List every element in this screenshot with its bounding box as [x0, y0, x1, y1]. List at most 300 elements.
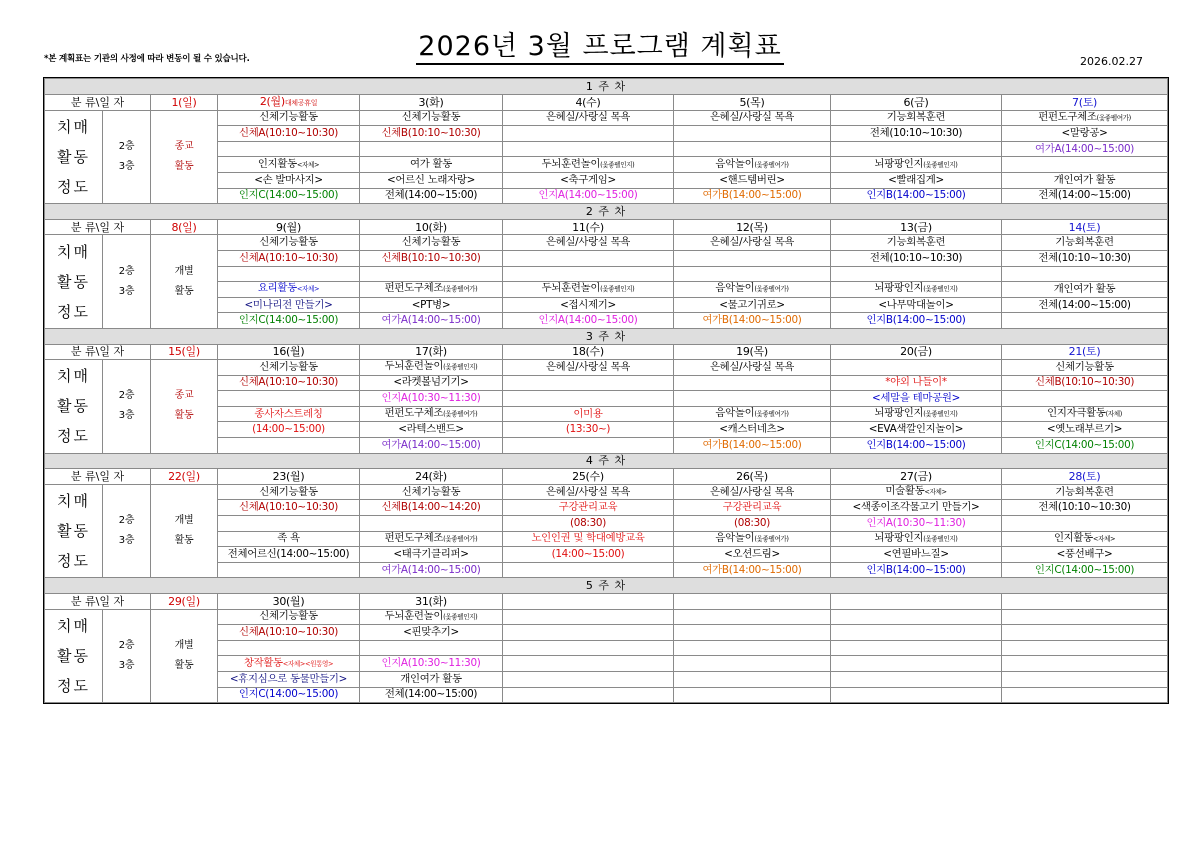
activity-row — [45, 609, 1168, 625]
schedule-cell — [218, 375, 360, 391]
schedule-cell — [674, 110, 831, 126]
schedule-cell — [503, 687, 674, 703]
floor-label: 2층 3층 — [103, 360, 151, 454]
schedule-cell — [218, 609, 360, 625]
schedule-cell — [503, 250, 674, 266]
day-header — [360, 219, 503, 235]
category-date-label: 분 류\일 자 — [45, 469, 151, 485]
day-header — [218, 594, 360, 610]
day-header — [360, 94, 503, 110]
schedule-cell — [674, 484, 831, 500]
schedule-cell — [218, 110, 360, 126]
activity-row — [45, 360, 1168, 376]
schedule-cell — [1002, 188, 1168, 204]
activity-text: 인지B(14:00~15:00) — [866, 189, 966, 202]
schedule-cell — [360, 687, 503, 703]
schedule-cell — [360, 625, 503, 641]
activity-text: 신체A(10:10~10:30) — [238, 126, 339, 139]
schedule-cell — [360, 172, 503, 188]
schedule-cell — [674, 516, 831, 532]
activity-text: <물고기귀로> — [719, 298, 785, 311]
day-header — [674, 594, 831, 610]
day-label: 22(일) — [168, 470, 200, 484]
day-label: 19(목) — [736, 345, 768, 359]
schedule-cell — [218, 531, 360, 547]
schedule-cell — [831, 250, 1002, 266]
schedule-cell — [831, 640, 1002, 656]
schedule-cell — [1002, 250, 1168, 266]
activity-text: 은혜실/사랑실 목욕 — [545, 111, 631, 124]
activity-text: 음악놀이 — [715, 157, 755, 170]
activity-text: <미나리전 만들기> — [244, 298, 333, 311]
activity-provider: <자체> — [296, 160, 320, 169]
activity-text: 신체A(10:10~10:30) — [238, 625, 339, 638]
schedule-cell — [360, 282, 503, 298]
day-label: 27(금) — [900, 470, 932, 484]
activity-text: 두뇌훈련놀이 — [541, 282, 601, 295]
schedule-cell — [674, 266, 831, 282]
activity-text: 신체A(10:10~10:30) — [238, 501, 339, 514]
day-header — [360, 469, 503, 485]
activity-text: 음악놀이 — [715, 531, 755, 544]
day-header — [1002, 219, 1168, 235]
activity-text: (13:30~) — [565, 423, 611, 436]
activity-text: 창작활동 — [243, 656, 283, 669]
activity-text: <연필바느질> — [883, 548, 949, 561]
day-header — [674, 219, 831, 235]
activity-text: <색종이조각물고기 만들기> — [852, 501, 980, 514]
day-header — [1002, 344, 1168, 360]
schedule-cell — [218, 406, 360, 422]
schedule-cell — [360, 297, 503, 313]
day-header — [831, 469, 1002, 485]
schedule-cell — [1002, 562, 1168, 578]
schedule-cell — [674, 562, 831, 578]
schedule-cell — [360, 484, 503, 500]
activity-text: <오션드림> — [724, 548, 780, 561]
day-header — [674, 94, 831, 110]
schedule-cell — [503, 406, 674, 422]
schedule-cell — [360, 422, 503, 438]
activity-provider: (옻좋펠여가) — [443, 285, 478, 294]
schedule-cell — [360, 391, 503, 407]
activity-text: <말랑공> — [1061, 126, 1108, 139]
schedule-cell — [218, 438, 360, 454]
schedule-cell — [360, 110, 503, 126]
schedule-cell — [503, 282, 674, 298]
activity-text: 두뇌훈련놀이 — [384, 360, 444, 373]
activity-text: 뇌팡팡인지 — [874, 282, 924, 295]
schedule-cell — [503, 531, 674, 547]
schedule-cell — [674, 640, 831, 656]
activity-text: 뇌팡팡인지 — [874, 531, 924, 544]
activity-text: 신체B(10:10~10:30) — [381, 251, 481, 264]
schedule-cell — [1002, 235, 1168, 251]
day-label: 7(토) — [1072, 95, 1098, 109]
activity-text: 족 욕 — [277, 532, 300, 545]
schedule-cell — [674, 141, 831, 157]
activity-text: 개인여가 활동 — [1053, 282, 1116, 295]
schedule-cell — [1002, 391, 1168, 407]
day-header — [151, 219, 218, 235]
schedule-cell — [674, 250, 831, 266]
activity-text: 펀펀도구체조 — [384, 531, 444, 544]
schedule-cell — [503, 391, 674, 407]
activity-text: 구강관리교육 — [722, 501, 782, 514]
schedule-cell — [360, 562, 503, 578]
notice-text: *본 계획표는 기관의 사정에 따라 변동이 될 수 있습니다. — [44, 54, 250, 64]
activity-text: <PT병> — [411, 298, 451, 311]
activity-text: 여가B(14:00~15:00) — [702, 189, 802, 202]
activity-text: 신체기능활동 — [259, 360, 318, 373]
schedule-cell — [1002, 110, 1168, 126]
schedule-cell — [831, 313, 1002, 329]
activity-provider: (옻좋펠여가) — [754, 534, 789, 543]
activity-text: 인지B(14:00~15:00) — [866, 438, 966, 451]
schedule-cell — [831, 110, 1002, 126]
floor-label: 2층 3층 — [103, 235, 151, 329]
schedule-cell — [360, 547, 503, 563]
schedule-cell — [674, 157, 831, 173]
activity-text: 신체기능활동 — [401, 236, 461, 249]
schedule-cell — [674, 126, 831, 142]
schedule-cell — [1002, 671, 1168, 687]
schedule-cell — [503, 671, 674, 687]
schedule-cell — [503, 516, 674, 532]
activity-text: 신체B(10:10~10:30) — [1034, 376, 1135, 389]
schedule-cell — [360, 360, 503, 376]
schedule-cell — [674, 360, 831, 376]
day-label: 29(일) — [168, 594, 200, 608]
day-label: 31(화) — [415, 594, 447, 608]
schedule-cell — [360, 375, 503, 391]
activity-text: <손 발마사지> — [254, 173, 323, 186]
activity-text: 인지C(14:00~15:00) — [238, 314, 339, 327]
activity-text: 인지A(10:30~11:30) — [381, 392, 481, 405]
day-header-row — [45, 94, 1168, 110]
activity-text: 은혜실/사랑실 목욕 — [709, 485, 795, 498]
week-header-row — [45, 578, 1168, 594]
activity-text: (08:30) — [734, 516, 770, 529]
schedule-cell — [503, 235, 674, 251]
activity-text: 미술활동 — [885, 485, 925, 498]
activity-type-label: 종교 활동 — [151, 360, 218, 454]
schedule-cell — [1002, 282, 1168, 298]
activity-text: 여가B(14:00~15:00) — [702, 438, 802, 451]
schedule-cell — [1002, 687, 1168, 703]
day-header — [503, 94, 674, 110]
activity-text: 음악놀이 — [715, 407, 755, 420]
week-title: 3 주 차 — [45, 328, 1168, 344]
schedule-cell — [503, 157, 674, 173]
schedule-cell — [1002, 141, 1168, 157]
schedule-cell — [503, 562, 674, 578]
activity-provider: (옻좋펠여가) — [1096, 113, 1131, 122]
activity-text: 인지C(14:00~15:00) — [1034, 563, 1135, 576]
activity-text: <휴지심으로 동물만들기> — [229, 672, 348, 685]
schedule-cell — [218, 126, 360, 142]
activity-text: 전체(10:10~10:30) — [869, 126, 963, 139]
day-header — [1002, 594, 1168, 610]
schedule-cell — [674, 687, 831, 703]
activity-text: 신체기능활동 — [401, 485, 461, 498]
activity-text: 인지B(14:00~15:00) — [866, 563, 966, 576]
schedule-cell — [503, 110, 674, 126]
day-header — [831, 94, 1002, 110]
activity-text: 신체기능활동 — [401, 111, 461, 124]
activity-provider: <자체> — [924, 488, 947, 497]
activity-provider: (옻좋펠인지) — [600, 285, 635, 294]
schedule-cell — [674, 406, 831, 422]
schedule-cell — [674, 282, 831, 298]
activity-provider: (옻좋펠여가) — [754, 410, 789, 419]
schedule-cell — [218, 516, 360, 532]
schedule-cell — [503, 188, 674, 204]
activity-text: 인지B(14:00~15:00) — [866, 314, 966, 327]
activity-provider: (옻좋펠여가) — [754, 160, 789, 169]
schedule-cell — [360, 438, 503, 454]
activity-text: <접시제기> — [560, 298, 616, 311]
schedule-cell — [360, 126, 503, 142]
activity-text: <나무막대놀이> — [878, 298, 954, 311]
schedule-cell — [218, 625, 360, 641]
category-date-label: 분 류\일 자 — [45, 219, 151, 235]
schedule-cell — [503, 313, 674, 329]
dementia-activity-label: 치매 활동 정도 — [45, 235, 103, 329]
activity-text: <태극기클리퍼> — [393, 548, 469, 561]
activity-text: 인지자극활동 — [1047, 407, 1106, 420]
activity-text: 음악놀이 — [715, 282, 755, 295]
schedule-cell — [674, 391, 831, 407]
day-header — [674, 469, 831, 485]
activity-text: 기능회복훈련 — [1055, 485, 1114, 498]
activity-text: 뇌팡팡인지 — [874, 157, 924, 170]
schedule-cell — [360, 188, 503, 204]
schedule-cell — [674, 313, 831, 329]
day-header — [831, 219, 1002, 235]
schedule-cell — [674, 625, 831, 641]
activity-text: 기능회복훈련 — [886, 236, 946, 249]
schedule-cell — [1002, 360, 1168, 376]
schedule-cell — [674, 422, 831, 438]
week-title: 2 주 차 — [45, 204, 1168, 220]
schedule-cell — [360, 406, 503, 422]
schedule-cell — [360, 640, 503, 656]
day-label: 21(토) — [1068, 345, 1101, 359]
schedule-cell — [360, 656, 503, 672]
activity-provider: (옻좋펠인지) — [443, 363, 478, 372]
activity-text: 펀펀도구체조 — [1038, 110, 1097, 123]
activity-text: 여가B(14:00~15:00) — [702, 314, 802, 327]
day-label: 8(일) — [171, 220, 197, 234]
schedule-cell — [218, 687, 360, 703]
day-label: 24(화) — [415, 470, 447, 484]
day-header — [831, 594, 1002, 610]
activity-text: <핸드템버린> — [719, 173, 785, 186]
schedule-cell — [218, 671, 360, 687]
schedule-cell — [831, 172, 1002, 188]
day-header — [151, 94, 218, 110]
schedule-cell — [831, 406, 1002, 422]
activity-text: 은혜실/사랑실 목욕 — [545, 485, 631, 498]
activity-text: <세말을 테마공원> — [872, 392, 960, 405]
week-header-row — [45, 79, 1168, 95]
activity-text: 펀펀도구체조 — [384, 407, 444, 420]
activity-text: *야외 나들이* — [885, 376, 947, 389]
day-label: 15(일) — [168, 345, 200, 359]
schedule-cell — [218, 547, 360, 563]
day-header — [218, 219, 360, 235]
activity-text: 은혜실/사랑실 목욕 — [545, 360, 631, 373]
day-label: 30(월) — [272, 594, 305, 608]
schedule-cell — [674, 188, 831, 204]
schedule-cell — [831, 360, 1002, 376]
activity-provider: (옻좋펠여가) — [754, 285, 789, 294]
schedule-cell — [831, 391, 1002, 407]
activity-provider: (옻좋펠인지) — [923, 160, 958, 169]
day-header — [218, 94, 360, 110]
day-header — [151, 344, 218, 360]
activity-text: 신체기능활동 — [1055, 360, 1114, 373]
activity-text: <빨래집게> — [888, 173, 944, 186]
activity-text: 신체A(10:10~10:30) — [238, 251, 339, 264]
activity-provider: <자체><원통영> — [282, 659, 334, 668]
schedule-cell — [831, 266, 1002, 282]
day-header — [503, 344, 674, 360]
schedule-cell — [1002, 313, 1168, 329]
day-header — [151, 469, 218, 485]
day-label: 6(금) — [903, 95, 929, 109]
activity-text: <핀맞추기> — [403, 625, 459, 638]
day-sublabel: 대체공휴일 — [284, 98, 318, 107]
activity-text: 인지활동 — [257, 157, 297, 170]
activity-provider: (옻좋펠인지) — [443, 612, 478, 621]
schedule-cell — [1002, 531, 1168, 547]
activity-text: 은혜실/사랑실 목욕 — [709, 111, 795, 124]
schedule-cell — [503, 126, 674, 142]
activity-text: 인지A(10:30~11:30) — [866, 516, 966, 529]
schedule-cell — [503, 609, 674, 625]
schedule-cell — [831, 422, 1002, 438]
activity-text: 이미용 — [573, 407, 603, 420]
activity-text: (14:00~15:00) — [252, 423, 325, 436]
schedule-cell — [360, 250, 503, 266]
schedule-cell — [831, 687, 1002, 703]
schedule-cell — [1002, 297, 1168, 313]
schedule-cell — [674, 547, 831, 563]
document-date: 2026.02.27 — [1080, 55, 1143, 68]
schedule-cell — [674, 438, 831, 454]
schedule-cell — [1002, 126, 1168, 142]
schedule-cell — [1002, 656, 1168, 672]
schedule-cell — [218, 640, 360, 656]
day-header — [360, 594, 503, 610]
floor-label: 2층 3층 — [103, 609, 151, 703]
activity-text: 종사자스트레칭 — [254, 407, 323, 420]
activity-text: 펀펀도구체조 — [384, 282, 444, 295]
schedule-cell — [674, 656, 831, 672]
schedule-cell — [503, 484, 674, 500]
activity-text: 전체(14:00~15:00) — [1038, 189, 1131, 202]
week-title: 4 주 차 — [45, 453, 1168, 469]
activity-provider: (옻좋펠여가) — [443, 534, 478, 543]
schedule-cell — [218, 391, 360, 407]
schedule-cell — [503, 438, 674, 454]
activity-type-label: 개별 활동 — [151, 484, 218, 578]
schedule-cell — [831, 141, 1002, 157]
schedule-cell — [1002, 438, 1168, 454]
schedule-cell — [503, 547, 674, 563]
activity-text: 여가A(14:00~15:00) — [381, 563, 481, 576]
day-header — [674, 344, 831, 360]
schedule-cell — [218, 484, 360, 500]
activity-type-label: 개별 활동 — [151, 235, 218, 329]
schedule-cell — [218, 297, 360, 313]
schedule-cell — [218, 282, 360, 298]
activity-provider: <자체> — [296, 285, 320, 294]
day-header — [503, 594, 674, 610]
activity-text: 인지C(14:00~15:00) — [1034, 438, 1135, 451]
schedule-cell — [831, 297, 1002, 313]
schedule-cell — [831, 656, 1002, 672]
schedule-cell — [674, 235, 831, 251]
schedule-cell — [831, 282, 1002, 298]
category-date-label: 분 류\일 자 — [45, 94, 151, 110]
schedule-cell — [503, 656, 674, 672]
schedule-cell — [218, 313, 360, 329]
schedule-cell — [831, 438, 1002, 454]
activity-text: 여가A(14:00~15:00) — [381, 438, 481, 451]
schedule-cell — [1002, 640, 1168, 656]
day-label: 5(목) — [739, 95, 765, 109]
schedule-cell — [360, 157, 503, 173]
day-header — [1002, 469, 1168, 485]
activity-text: <옛노래부르기> — [1046, 423, 1123, 436]
schedule-cell — [360, 609, 503, 625]
activity-provider: (옻좋펠인지) — [923, 410, 958, 419]
day-label: 9(월) — [275, 220, 301, 234]
day-header — [360, 344, 503, 360]
schedule-cell — [503, 141, 674, 157]
schedule-cell — [360, 266, 503, 282]
schedule-cell — [831, 157, 1002, 173]
schedule-cell — [360, 671, 503, 687]
schedule-cell — [674, 500, 831, 516]
day-label: 3(화) — [418, 95, 444, 109]
activity-text: 인지C(14:00~15:00) — [238, 688, 339, 701]
activity-text: 여가A(14:00~15:00) — [381, 314, 481, 327]
day-header — [218, 469, 360, 485]
activity-text: 전체(14:00~15:00) — [384, 189, 478, 202]
activity-row — [45, 235, 1168, 251]
day-label: 14(토) — [1068, 220, 1101, 234]
schedule-cell — [831, 671, 1002, 687]
day-header — [503, 219, 674, 235]
week-header-row — [45, 204, 1168, 220]
schedule-cell — [503, 266, 674, 282]
schedule-cell — [1002, 375, 1168, 391]
schedule-cell — [503, 360, 674, 376]
day-label: 18(수) — [572, 345, 604, 359]
activity-text: 요리활동 — [257, 282, 297, 295]
activity-text: 두뇌훈련놀이 — [384, 609, 444, 622]
program-schedule-table — [44, 78, 1168, 703]
activity-text: 신체기능활동 — [259, 236, 318, 249]
activity-text: 여가A(14:00~15:00) — [1034, 142, 1135, 155]
activity-text: 신체기능활동 — [259, 111, 318, 124]
schedule-cell — [218, 141, 360, 157]
schedule-cell — [503, 625, 674, 641]
